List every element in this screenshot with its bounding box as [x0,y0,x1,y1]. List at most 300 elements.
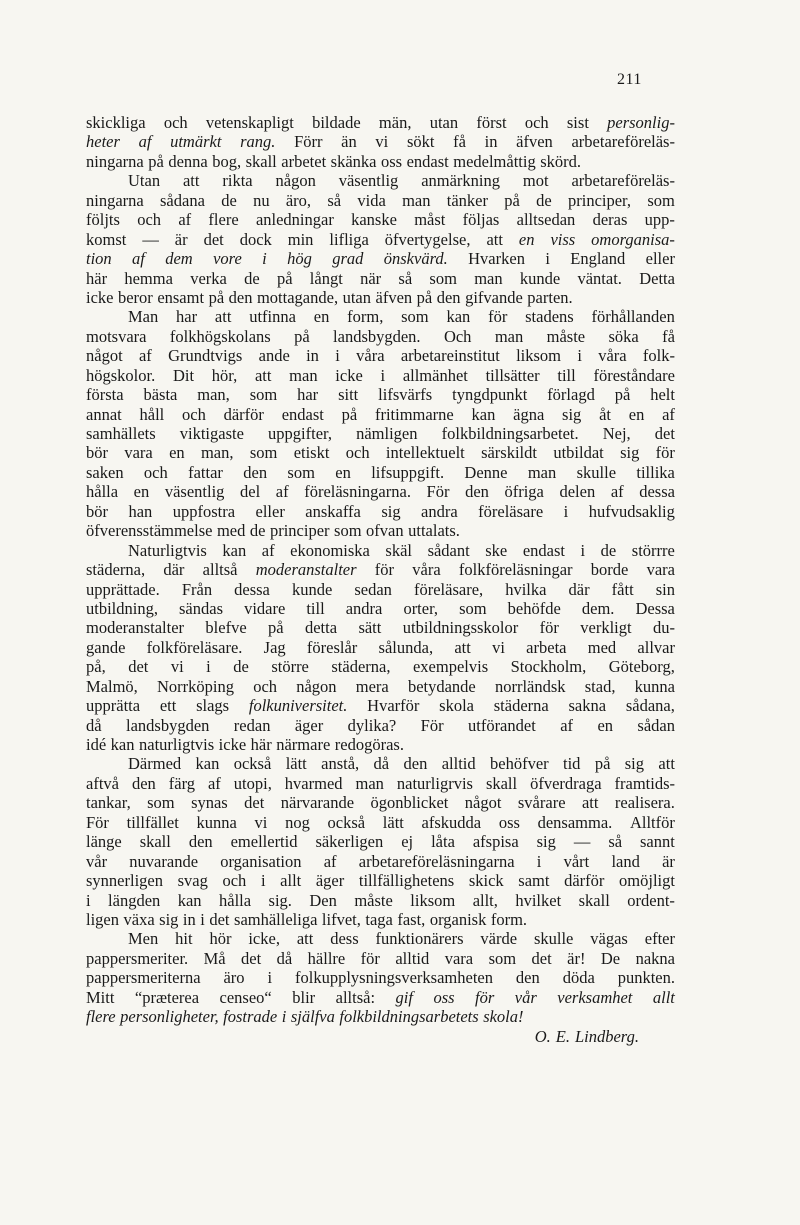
word: omorganisa- [591,229,675,249]
word: på [416,287,433,307]
word: sökt [406,132,435,152]
word: som [401,307,429,327]
word: länge [86,832,122,852]
word: att [296,929,314,949]
word: af [132,249,145,269]
text-line [86,910,675,929]
word: du- [652,618,675,638]
page-number: 211 [617,71,642,88]
word: vägas [590,929,628,949]
text-line [86,949,675,968]
word: det [128,657,149,677]
word: delen [559,482,596,502]
word: och [163,113,188,132]
text-line [86,346,675,365]
word: anmärkning [421,171,500,191]
word: städerna, [86,560,146,580]
word: som [287,462,315,482]
word: där [568,579,590,599]
word: Dessa [635,598,675,618]
word: vi [492,637,505,657]
word: större [271,657,309,677]
word: Hvarken [468,249,525,269]
word: på, [86,657,106,677]
word: viktigaste [179,424,244,443]
word: skickliga [86,113,146,132]
word: söka [608,326,639,346]
word: dem. [581,598,615,618]
text-line [86,191,675,210]
word: arbetareinstitut [400,346,500,366]
word: skänka [330,151,377,171]
word: åt [599,404,611,424]
word: utbildat [553,443,604,463]
word: en [313,307,330,327]
word: vetenskapligt [205,113,294,132]
word: städerna [493,696,549,716]
word: på [294,326,310,346]
word: säkerligen [315,832,384,852]
word: bör [86,443,108,463]
word: för [488,307,508,327]
word: vi [254,812,268,832]
word: ordent- [627,890,675,910]
word: borde [590,560,629,580]
word: vår [86,851,108,871]
text-line [86,171,675,190]
word: af [323,851,337,871]
word: arbetet [281,151,327,171]
word: en [133,482,150,502]
word: skick [468,871,504,891]
text-line [86,210,675,229]
word: den [515,968,540,988]
word: afskudda [421,812,482,832]
word: första [86,385,124,405]
word: uttalats. [408,521,460,541]
word: utmärkt [170,132,222,152]
word: och [143,462,168,482]
word: folkhögskolans [169,326,271,346]
word: är! [567,948,586,968]
text-line [86,443,675,462]
word: ningarna [86,151,144,171]
word: skäl [385,540,413,560]
word: följts [86,210,120,230]
word: kan [222,540,247,560]
word: annat [86,404,122,424]
text-line [86,366,675,385]
word: låta [431,832,455,852]
word: ningarna [86,190,144,210]
text-line [86,735,675,754]
word: på [504,190,520,210]
word: som [249,443,278,463]
word: förlagd [547,385,595,405]
text-line [86,929,675,948]
word: pappersmeriterna [86,968,201,988]
word: Från [181,579,213,599]
word: som [459,598,487,618]
word: fått [611,579,634,599]
word: i [281,1007,287,1027]
word: man, [197,385,230,405]
word: hvilka [505,579,547,599]
word: föreläsare, [413,579,484,599]
word: hemma [124,268,173,288]
word: hvarmed [284,773,343,793]
word: då [276,948,293,968]
word: deras [592,210,628,230]
word: äro [223,968,245,988]
word: i [580,540,586,560]
word: kunna [634,676,675,696]
word: icke [335,365,363,385]
text-line [86,307,675,326]
word: allt [280,871,302,891]
word: sannt [640,832,675,852]
word: närvarande [280,793,355,813]
word: med [216,521,246,541]
word: gif [395,987,413,1007]
word: norrländsk [494,676,566,696]
word: väsentlig [164,482,225,502]
word: ägna [513,404,545,424]
text-line [86,638,675,657]
text-line [86,968,675,987]
word: något [86,346,123,366]
word: i [206,657,211,677]
word: alltsedan [516,210,576,230]
word: intellektuelt [385,443,465,463]
word: äro, [285,190,312,210]
word: naturligrvis [396,773,473,793]
word: principer [269,521,330,541]
word: samhällets [86,424,156,443]
word: föreläsare [478,501,544,521]
word: Och [443,326,472,346]
word: af [138,132,152,152]
word: Malmö, [86,676,138,696]
word: organisation [220,851,302,871]
word: en [597,715,614,735]
word: här [250,735,272,754]
word: nog [285,812,310,832]
word: oss [380,151,403,171]
word: så [327,190,342,210]
word: nuvarande [129,851,199,871]
word: in [182,909,196,929]
word: folkföreläsningar [458,560,573,580]
word: det [241,948,262,968]
word: vårt [563,851,590,871]
word: särskildt [481,443,537,463]
text-line [86,696,675,715]
word: oss [433,987,455,1007]
word: är [174,229,188,249]
word: sig [536,832,556,852]
word: ensamt [157,287,205,307]
word: viss [550,229,576,249]
text-line [86,793,675,812]
word: rang. [240,132,276,152]
word: af [138,346,152,366]
word: föreståndare [593,365,675,385]
signature [86,1027,675,1046]
word: sin [655,579,675,599]
word: som [429,268,457,288]
word: närmare [276,735,331,754]
word: dock [239,229,272,249]
word: väntat. [577,268,622,288]
word: anledningar [255,210,334,230]
word: i [260,871,266,891]
word: väsentlig [338,171,399,191]
word: personlig- [607,113,675,132]
word: en [518,229,535,249]
word: grad [332,249,364,269]
word: städerna, [331,657,391,677]
word: organisk [429,909,487,929]
word: ande [258,346,290,366]
word: moderanstalter [86,618,185,638]
word: det [654,424,675,443]
word: måst [414,210,446,230]
word: nu [253,190,270,210]
word: värde [480,929,518,949]
word: i [335,346,340,366]
word: endast [281,404,324,424]
word: endast [406,151,449,171]
word: och [345,443,370,463]
word: exempelvis [412,657,489,677]
word: att [214,307,232,327]
word: lätt [285,754,307,774]
word: vida [357,190,386,210]
word: personligheter, [120,1007,219,1027]
word: vidare [244,598,286,618]
word: bör [86,501,108,521]
word: i [380,365,386,385]
word: våra [356,346,385,366]
word: sålunda, [378,637,434,657]
word: motsvara [86,326,147,346]
word: etiskt [293,443,330,463]
word: att [182,171,200,191]
word: i [545,249,550,269]
word: folkföreläsare. [146,637,243,657]
word: kunde [291,579,333,599]
word: öfvertygelse, [384,229,471,249]
text-line [86,327,675,346]
word: komst [86,229,127,249]
word: någon [275,171,316,191]
word: landsbygden [125,715,210,735]
word: allt, [472,890,498,910]
word: liksom [410,890,456,910]
text-line [86,871,675,890]
word: som [334,521,362,541]
word: saken [86,462,124,482]
word: allmänhet [402,365,468,385]
word: på [594,754,611,774]
word: Lindberg. [574,1026,639,1046]
word: Norrköping [157,676,234,696]
word: i [267,968,273,988]
text-line [86,541,675,560]
word: arbeta [526,637,567,657]
word: utförandet [467,715,536,735]
text-line [86,269,675,288]
word: sådan [637,715,675,735]
word: också [327,812,366,832]
word: lifvet, [321,909,361,929]
word: folk- [642,346,675,366]
word: folkupplysningsverksamheten [295,968,493,988]
word: detta [304,618,338,638]
word: gande [86,637,126,657]
word: punkten. [617,968,675,988]
word: den [436,287,461,307]
word: form, [347,307,384,327]
word: flere [208,210,239,230]
word: hufvudsaklig [588,501,675,521]
text-line [86,754,675,773]
word: den [243,462,268,482]
word: i [577,346,582,366]
word: land [611,851,640,871]
word: densamma. [537,812,613,832]
word: få [662,326,675,346]
word: beror [117,287,153,307]
word: han [128,501,153,521]
word: bästa [143,385,178,405]
word: skall [139,832,171,852]
word: i [536,851,542,871]
word: äfven [516,132,553,152]
word: också [233,754,272,774]
word: ögonblicket [370,793,449,813]
word: funktionärers [375,929,464,949]
word: man [355,773,384,793]
word: skulle [533,929,574,949]
word: man [494,326,524,346]
word: fostrade [223,1007,278,1027]
word: fritimmarne [374,404,454,424]
text-line [86,813,675,832]
word: behöfver [490,754,549,774]
word: skall [245,151,277,171]
word: färg [168,773,196,793]
word: lätt [382,812,404,832]
word: att [658,754,675,774]
word: skola! [483,1007,524,1027]
word: så [608,832,623,852]
word: icke [218,735,247,754]
word: Utan [128,171,161,191]
word: dess [330,929,359,949]
word: dylika? [347,715,397,735]
word: kan [195,754,220,774]
word: äger [315,871,345,891]
word: tillfället [126,812,179,832]
word: då [373,754,390,774]
word: alltid [395,948,430,968]
word: sitt [338,385,359,405]
word: eller [645,249,675,269]
word: skall [578,890,610,910]
text-line [86,249,675,268]
text-line [86,132,675,151]
word: af [560,715,574,735]
word: Alltför [629,812,675,832]
word: mot [522,171,549,191]
word: föreläsningarna. [304,482,411,502]
word: få [453,132,466,152]
word: vara [124,443,153,463]
word: Göteborg, [608,657,675,677]
word: icke, [248,929,280,949]
word: alltid [441,754,476,774]
word: därför [223,404,264,424]
word: arbetareföreläsningarna [358,851,515,871]
word: endast [522,540,565,560]
word: utopi, [233,773,272,793]
word: af [261,540,275,560]
word: tankar, [86,793,131,813]
word: själfva [290,1007,335,1027]
word: hör, [211,365,238,385]
word: till [557,365,576,385]
word: föreslår [306,637,358,657]
word: som [488,948,517,968]
word: man [289,365,318,385]
word: in [484,132,498,152]
word: högskolor. [86,365,156,385]
word: omöjligt [619,871,675,891]
word: det [531,948,552,968]
word: och [524,113,549,132]
word: tänker [446,190,488,210]
word: utbildning, [86,598,158,618]
word: män, [378,113,412,132]
word: och [182,404,206,424]
word: man [527,462,557,482]
word: O. [534,1026,551,1046]
word: Denne [464,462,508,482]
word: sedan [354,579,392,599]
word: allt [652,987,675,1007]
text-line [86,152,675,171]
text-line [86,521,675,540]
word: blefve [205,618,247,638]
word: utbildningsskolor [402,618,519,638]
word: Jag [263,637,286,657]
word: vore [213,249,242,269]
word: samt [518,871,550,891]
word: af [178,210,192,230]
text-line [86,852,675,871]
word: som [147,793,175,813]
text-line [86,482,675,501]
word: E. [555,1026,570,1046]
word: störrre [631,540,675,560]
word: kan [177,890,202,910]
word: i [200,909,205,929]
word: gifvande [465,287,523,307]
word: kan [471,404,496,424]
word: än [341,132,357,152]
